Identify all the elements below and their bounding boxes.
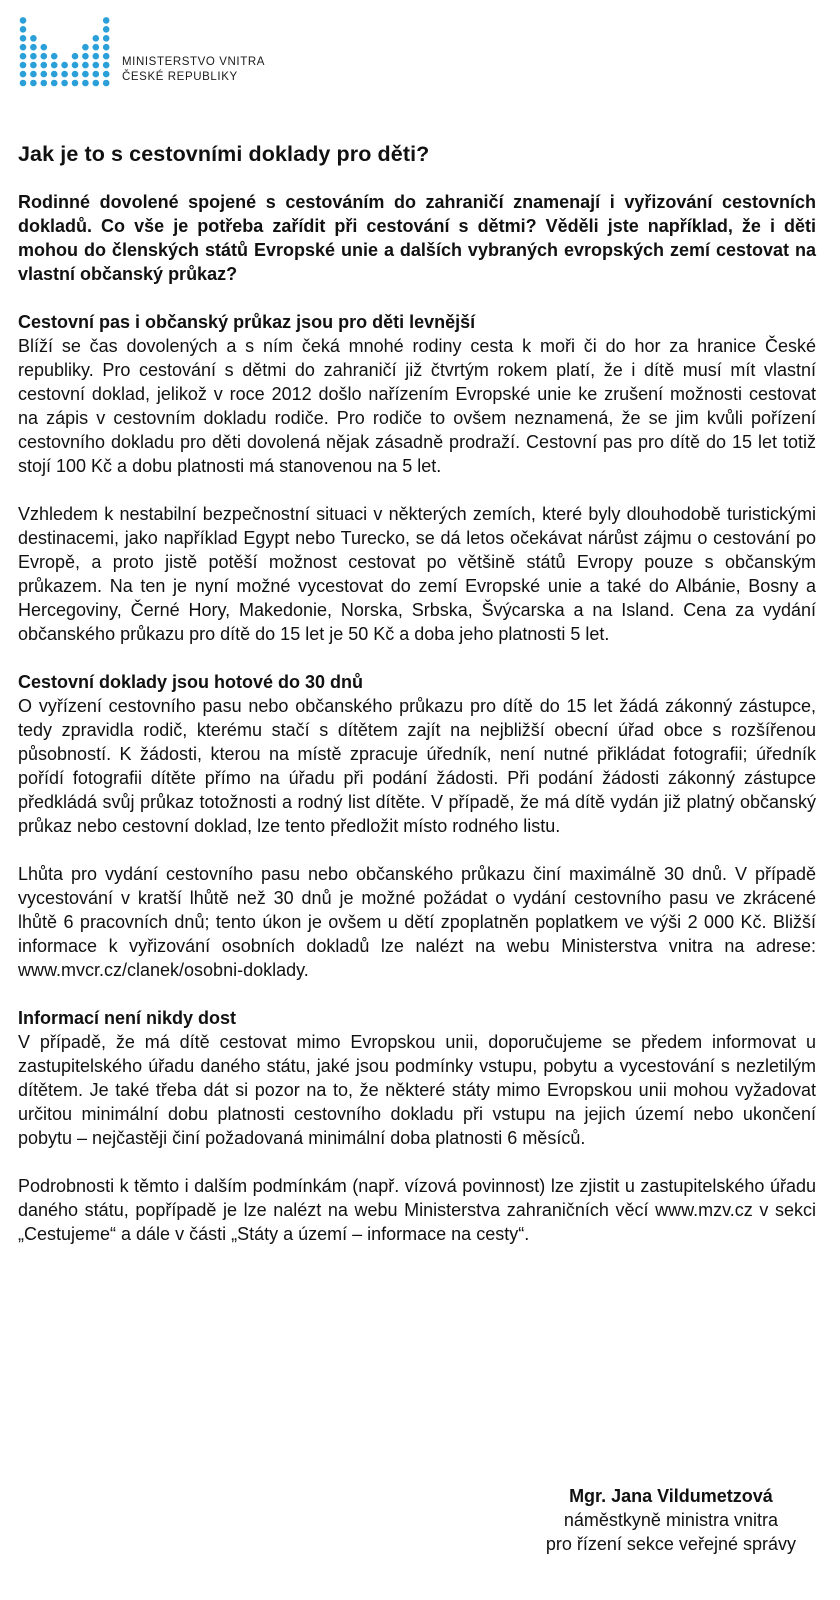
logo-dot [82, 44, 89, 51]
section-3-heading: Informací není nikdy dost [18, 1008, 237, 1028]
logo-dot [93, 44, 100, 51]
logo-dot [82, 80, 89, 87]
logo-dot [93, 80, 100, 87]
logo-line-2: ČESKÉ REPUBLIKY [122, 71, 238, 83]
logo-dot [51, 62, 58, 69]
logo-dot [103, 35, 110, 42]
logo-dot [30, 62, 37, 69]
logo-wordmark [122, 55, 265, 85]
logo-dot [51, 71, 58, 78]
logo-dot [20, 35, 27, 42]
logo-dot [72, 71, 79, 78]
document-body [18, 140, 816, 1246]
ministry-dots-logo-icon [18, 15, 114, 89]
logo-dot [93, 71, 100, 78]
lead-paragraph: Rodinné dovolené spojené s cestováním do zahraničí znamenají i vyřizování cestovních dokladů. Co vše je potřeba zařídit při cestování s dětmi? Věděli jste například, že i děti mohou do členských států Evropské unie a dalších vybraných evropských zemí cestovat na vlastní občanský průkaz? [18, 192, 816, 284]
logo-dot [30, 35, 37, 42]
logo-dot [30, 53, 37, 60]
section-2-paragraph-1: O vyřízení cestovního pasu nebo občanského průkazu pro dítě do 15 let žádá zákonný zástupce, tedy zpravidla rodič, kterému stačí s dítětem zajít na nejbližší obecní úřad obce s rozšířenou působností. K žádosti, kterou na místě zpracuje úředník, není nutné přikládat fotografii; úředník pořídí fotografii dítěte přímo na úřadu při podání žádosti. Při podání žádosti zákonný zástupce předkládá svůj průkaz totožnosti a rodný list dítěte. V případě, že má dítě vydán již platný občanský průkaz nebo cestovní doklad, lze tento předložit místo rodného listu. [18, 696, 816, 836]
section-1-paragraph-2: Vzhledem k nestabilní bezpečnostní situaci v některých zemích, které byly dlouhodobě turistickými destinacemi, jako například Egypt nebo Turecko, se dá letos očekávat nárůst zájmu o cestování po Evropě, a proto jistě potěší možnost cestovat po většině států Evropy pouze s občanským průkazem. Na ten je nyní možné vycestovat do zemí Evropské unie a také do Albánie, Bosny a Hercegoviny, Černé Hory, Makedonie, Norska, Srbska, Švýcarska a na Island. Cena za vydání občanského průkazu pro dítě do 15 let je 50 Kč a doba jeho platnosti 5 let. [18, 504, 816, 644]
section-2-heading: Cestovní doklady jsou hotové do 30 dnů [18, 672, 364, 692]
section-1-paragraph-1: Blíží se čas dovolených a s ním čeká mnohé rodiny cesta k moři či do hor za hranice České republiky. Pro cestování s dětmi do zahraničí již čtvrtým rokem platí, že i dítě musí mít vlastní cestovní doklad, jelikož v roce 2012 došlo nařízením Evropské unie ke zrušení možnosti cestovat na zápis v cestovním dokladu rodiče. Pro rodiče to ovšem neznamená, že se jim kvůli pořízení cestovního dokladu pro děti dovolená nějak zásadně prodraží. Cestovní pas pro dítě do 15 let totiž stojí 100 Kč a dobu platnosti má stanovenou na 5 let. [18, 336, 816, 476]
logo-dot [103, 44, 110, 51]
logo-dot [103, 80, 110, 87]
logo-dot [30, 80, 37, 87]
logo-dot [51, 80, 58, 87]
logo-dot [20, 71, 27, 78]
signature-name: Mgr. Jana Vildumetzová [569, 1486, 773, 1506]
logo-dot [51, 53, 58, 60]
logo-dot [61, 71, 68, 78]
logo-dot [93, 53, 100, 60]
logo-dot [20, 17, 27, 24]
section-1-heading: Cestovní pas i občanský průkaz jsou pro děti levnější [18, 312, 476, 332]
logo-dot [41, 53, 48, 60]
section-3-paragraph-2: Podrobnosti k těmto i dalším podmínkám (např. vízová povinnost) lze zjistit u zastupitelského úřadu daného státu, popřípadě je lze nalézt na webu Ministerstva zahraničních věcí www.mzv.cz v sekci „Cestujeme“ a dále v části „Státy a území – informace na cesty“. [18, 1176, 816, 1244]
logo-dot [41, 71, 48, 78]
logo-dot [103, 62, 110, 69]
logo-dot [93, 62, 100, 69]
ministry-logo [18, 15, 278, 89]
logo-dot [41, 44, 48, 51]
logo-dot [20, 80, 27, 87]
logo-dot [82, 53, 89, 60]
section-3-paragraph-1: V případě, že má dítě cestovat mimo Evropskou unii, doporučujeme se předem informovat u zastupitelského úřadu daného státu, jaké jsou podmínky vstupu, pobytu a vycestování s nezletilým dítětem. Je také třeba dát si pozor na to, že některé státy mimo Evropskou unii mohou vyžadovat určitou minimální dobu platnosti cestovního dokladu při vstupu na jejich území nebo ukončení pobytu – nejčastěji činí požadovaná minimální doba platnosti 6 měsíců. [18, 1032, 816, 1148]
logo-dot [20, 62, 27, 69]
logo-dot [72, 53, 79, 60]
signature-role-1: náměstkyně ministra vnitra [563, 1510, 778, 1530]
logo-dot [41, 62, 48, 69]
logo-dot [30, 71, 37, 78]
signature-block [546, 1484, 796, 1556]
logo-dot [82, 62, 89, 69]
logo-dot [82, 71, 89, 78]
logo-dot [20, 44, 27, 51]
logo-dot [20, 53, 27, 60]
logo-dot [72, 62, 79, 69]
logo-dot [72, 80, 79, 87]
logo-dot [41, 80, 48, 87]
logo-dot [103, 17, 110, 24]
logo-dot [61, 80, 68, 87]
logo-dot [103, 71, 110, 78]
section-2-paragraph-2: Lhůta pro vydání cestovního pasu nebo občanského průkazu činí maximálně 30 dnů. V případě vycestování v kratší lhůtě než 30 dnů je možné požádat o vydání cestovního pasu ve zkrácené lhůtě 6 pracovních dnů; tento úkon je ovšem u dětí zpoplatněn poplatkem ve výši 2 000 Kč. Bližší informace k vyřizování osobních dokladů lze nalézt na webu Ministerstva vnitra na adrese: www.mvcr.cz/clanek/osobni-doklady. [18, 864, 816, 980]
logo-dot [30, 44, 37, 51]
logo-dot [93, 35, 100, 42]
signature-role-2: pro řízení sekce veřejné správy [545, 1534, 796, 1554]
logo-dot [61, 62, 68, 69]
logo-dot [103, 26, 110, 33]
logo-dot [103, 53, 110, 60]
document-title: Jak je to s cestovními doklady pro děti? [18, 142, 430, 166]
logo-line-1: MINISTERSTVO VNITRA [122, 56, 266, 68]
logo-dot [20, 26, 27, 33]
